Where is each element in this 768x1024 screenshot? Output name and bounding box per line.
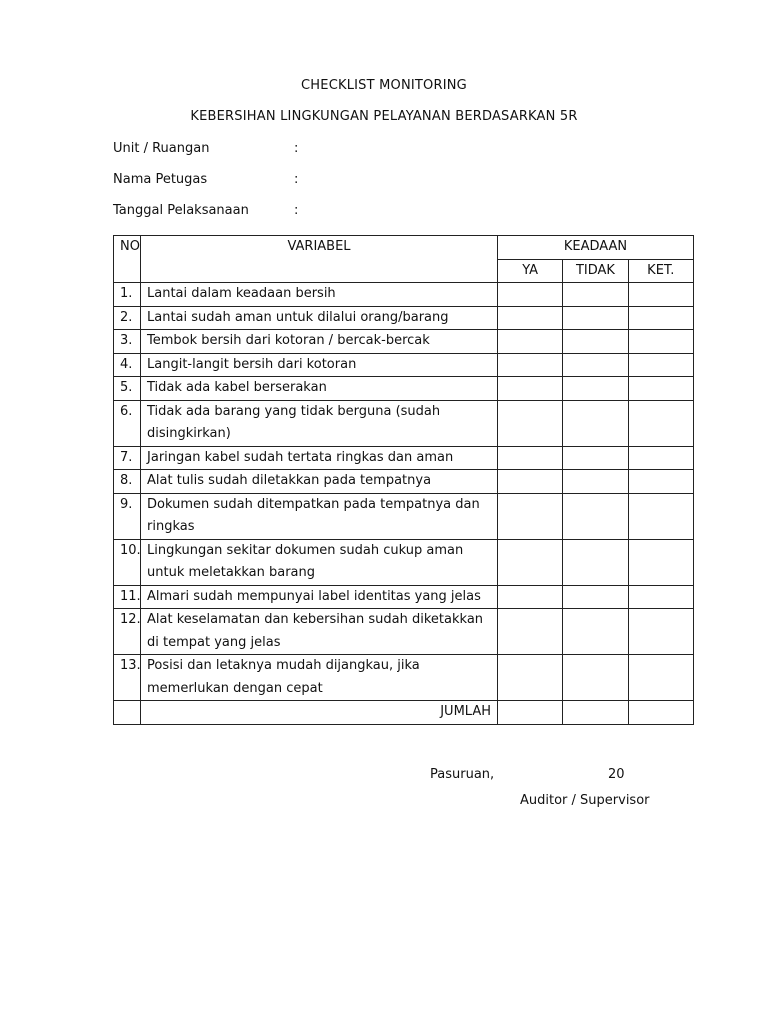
row-number: 9.: [114, 493, 141, 539]
cell-ket[interactable]: [628, 470, 693, 494]
jumlah-label: JUMLAH: [141, 701, 498, 725]
table-row: [114, 306, 694, 330]
cell-ya[interactable]: [498, 306, 563, 330]
cell-ya[interactable]: [498, 470, 563, 494]
cell-ket[interactable]: [628, 306, 693, 330]
table-row: [114, 330, 694, 354]
cell-tidak[interactable]: [563, 493, 628, 539]
header-tidak: TIDAK: [563, 259, 628, 283]
cell-ket[interactable]: [628, 283, 693, 307]
row-variabel: Jaringan kabel sudah tertata ringkas dan aman: [141, 446, 498, 470]
cell-tidak[interactable]: [563, 306, 628, 330]
field-label: Nama Petugas: [113, 172, 208, 187]
checklist-table: [113, 235, 694, 725]
cell-ya[interactable]: [498, 283, 563, 307]
cell-ya[interactable]: [498, 539, 563, 585]
row-variabel: Dokumen sudah ditempatkan pada tempatnya dan ringkas: [141, 493, 498, 539]
row-number: 4.: [114, 353, 141, 377]
footer-place: Pasuruan,: [430, 767, 495, 782]
table-row: [114, 353, 694, 377]
table-row: [114, 493, 694, 539]
row-variabel: Lantai sudah aman untuk dilalui orang/barang: [141, 306, 498, 330]
document-subtitle: KEBERSIHAN LINGKUNGAN PELAYANAN BERDASARKAN 5R: [190, 109, 578, 124]
jumlah-ket[interactable]: [628, 701, 693, 725]
row-number: 6.: [114, 400, 141, 446]
cell-tidak[interactable]: [563, 655, 628, 701]
cell-ya[interactable]: [498, 377, 563, 401]
cell-ya[interactable]: [498, 655, 563, 701]
cell-tidak[interactable]: [563, 283, 628, 307]
jumlah-tidak[interactable]: [563, 701, 628, 725]
table-row: [114, 655, 694, 701]
cell-tidak[interactable]: [563, 446, 628, 470]
row-variabel: Tembok bersih dari kotoran / bercak-bercak: [141, 330, 498, 354]
header-ya: YA: [498, 259, 563, 283]
cell-ya[interactable]: [498, 493, 563, 539]
row-variabel: Alat keselamatan dan kebersihan sudah diketakkan di tempat yang jelas: [141, 609, 498, 655]
row-variabel: Lantai dalam keadaan bersih: [141, 283, 498, 307]
cell-ya[interactable]: [498, 585, 563, 609]
cell-ket[interactable]: [628, 353, 693, 377]
cell-tidak[interactable]: [563, 609, 628, 655]
row-variabel: Posisi dan letaknya mudah dijangkau, jika memerlukan dengan cepat: [141, 655, 498, 701]
cell-ya[interactable]: [498, 330, 563, 354]
cell-tidak[interactable]: [563, 353, 628, 377]
row-number: 5.: [114, 377, 141, 401]
cell-ket[interactable]: [628, 400, 693, 446]
row-number: 8.: [114, 470, 141, 494]
cell-ket[interactable]: [628, 330, 693, 354]
row-variabel: Langit-langit bersih dari kotoran: [141, 353, 498, 377]
footer-year: 20: [608, 767, 625, 782]
cell-ket[interactable]: [628, 446, 693, 470]
cell-ya[interactable]: [498, 446, 563, 470]
row-variabel: Tidak ada barang yang tidak berguna (sudah disingkirkan): [141, 400, 498, 446]
cell-tidak[interactable]: [563, 400, 628, 446]
cell-tidak[interactable]: [563, 330, 628, 354]
jumlah-ya[interactable]: [498, 701, 563, 725]
cell-ket[interactable]: [628, 655, 693, 701]
row-number: 13.: [114, 655, 141, 701]
cell-ket[interactable]: [628, 585, 693, 609]
cell-ket[interactable]: [628, 609, 693, 655]
footer-role: Auditor / Supervisor: [520, 793, 650, 808]
cell-tidak[interactable]: [563, 585, 628, 609]
row-variabel: Almari sudah mempunyai label identitas yang jelas: [141, 585, 498, 609]
header-variabel: VARIABEL: [141, 236, 498, 283]
cell-ya[interactable]: [498, 400, 563, 446]
field-colon: :: [294, 203, 299, 218]
table-row: [114, 283, 694, 307]
field-label: Tanggal Pelaksanaan: [113, 203, 249, 218]
table-row: [114, 470, 694, 494]
cell-ya[interactable]: [498, 353, 563, 377]
document-title: CHECKLIST MONITORING: [301, 78, 467, 93]
jumlah-no-cell: [114, 701, 141, 725]
row-number: 1.: [114, 283, 141, 307]
header-no: NO: [114, 236, 141, 283]
table-row: [114, 446, 694, 470]
row-number: 2.: [114, 306, 141, 330]
cell-tidak[interactable]: [563, 539, 628, 585]
row-number: 3.: [114, 330, 141, 354]
cell-tidak[interactable]: [563, 470, 628, 494]
header-ket: KET.: [628, 259, 693, 283]
row-number: 11.: [114, 585, 141, 609]
table-row: [114, 400, 694, 446]
row-variabel: Lingkungan sekitar dokumen sudah cukup aman untuk meletakkan barang: [141, 539, 498, 585]
header-keadaan: KEADAAN: [498, 236, 694, 260]
table-row: [114, 609, 694, 655]
field-label: Unit / Ruangan: [113, 141, 210, 156]
cell-tidak[interactable]: [563, 377, 628, 401]
field-colon: :: [294, 141, 299, 156]
table-row: [114, 585, 694, 609]
cell-ket[interactable]: [628, 539, 693, 585]
row-variabel: Alat tulis sudah diletakkan pada tempatnya: [141, 470, 498, 494]
row-number: 7.: [114, 446, 141, 470]
table-row: [114, 539, 694, 585]
cell-ket[interactable]: [628, 493, 693, 539]
row-number: 10.: [114, 539, 141, 585]
cell-ket[interactable]: [628, 377, 693, 401]
jumlah-row: [114, 701, 694, 725]
table-row: [114, 377, 694, 401]
row-number: 12.: [114, 609, 141, 655]
cell-ya[interactable]: [498, 609, 563, 655]
row-variabel: Tidak ada kabel berserakan: [141, 377, 498, 401]
field-colon: :: [294, 172, 299, 187]
table-header-row: [114, 236, 694, 260]
